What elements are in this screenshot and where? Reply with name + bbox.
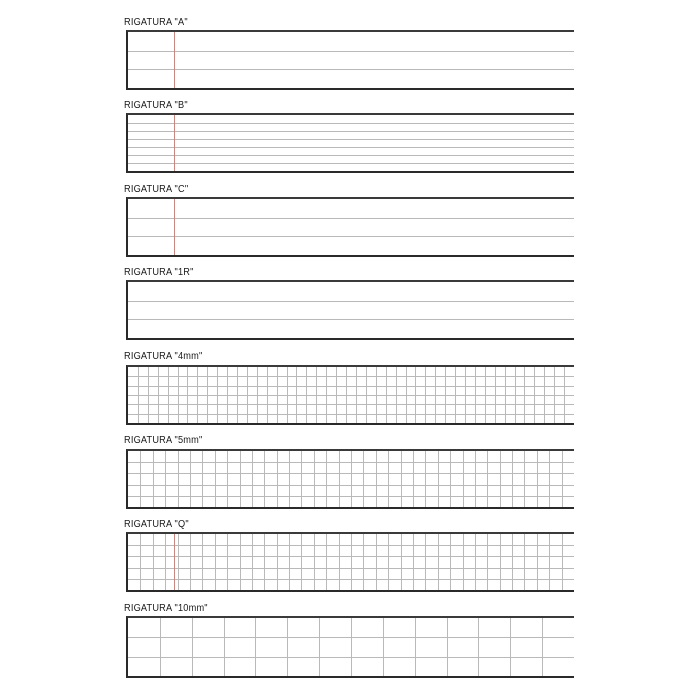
ruling-label: RIGATURA "C" [124,184,189,195]
ruling-box [126,449,574,509]
ruling-box [126,365,574,425]
ruling-label: RIGATURA "A" [124,17,188,28]
ruling-box [126,532,574,592]
ruling-pattern [128,282,574,338]
ruling-box [126,616,574,678]
ruling-pattern [128,367,574,423]
ruling-box [126,113,574,173]
ruling-pattern [128,451,574,507]
ruling-label: RIGATURA "1R" [124,267,194,278]
ruling-pattern [128,199,574,255]
ruling-pattern [128,32,574,88]
ruling-pattern [128,115,574,171]
ruling-label: RIGATURA "10mm" [124,603,208,614]
ruling-pattern [128,534,574,590]
ruling-box [126,280,574,340]
ruling-box [126,30,574,90]
ruling-pattern [128,618,574,676]
ruling-box [126,197,574,257]
ruling-label: RIGATURA "5mm" [124,435,203,446]
ruling-label: RIGATURA "Q" [124,519,189,530]
ruling-label: RIGATURA "B" [124,100,188,111]
ruling-label: RIGATURA "4mm" [124,351,203,362]
